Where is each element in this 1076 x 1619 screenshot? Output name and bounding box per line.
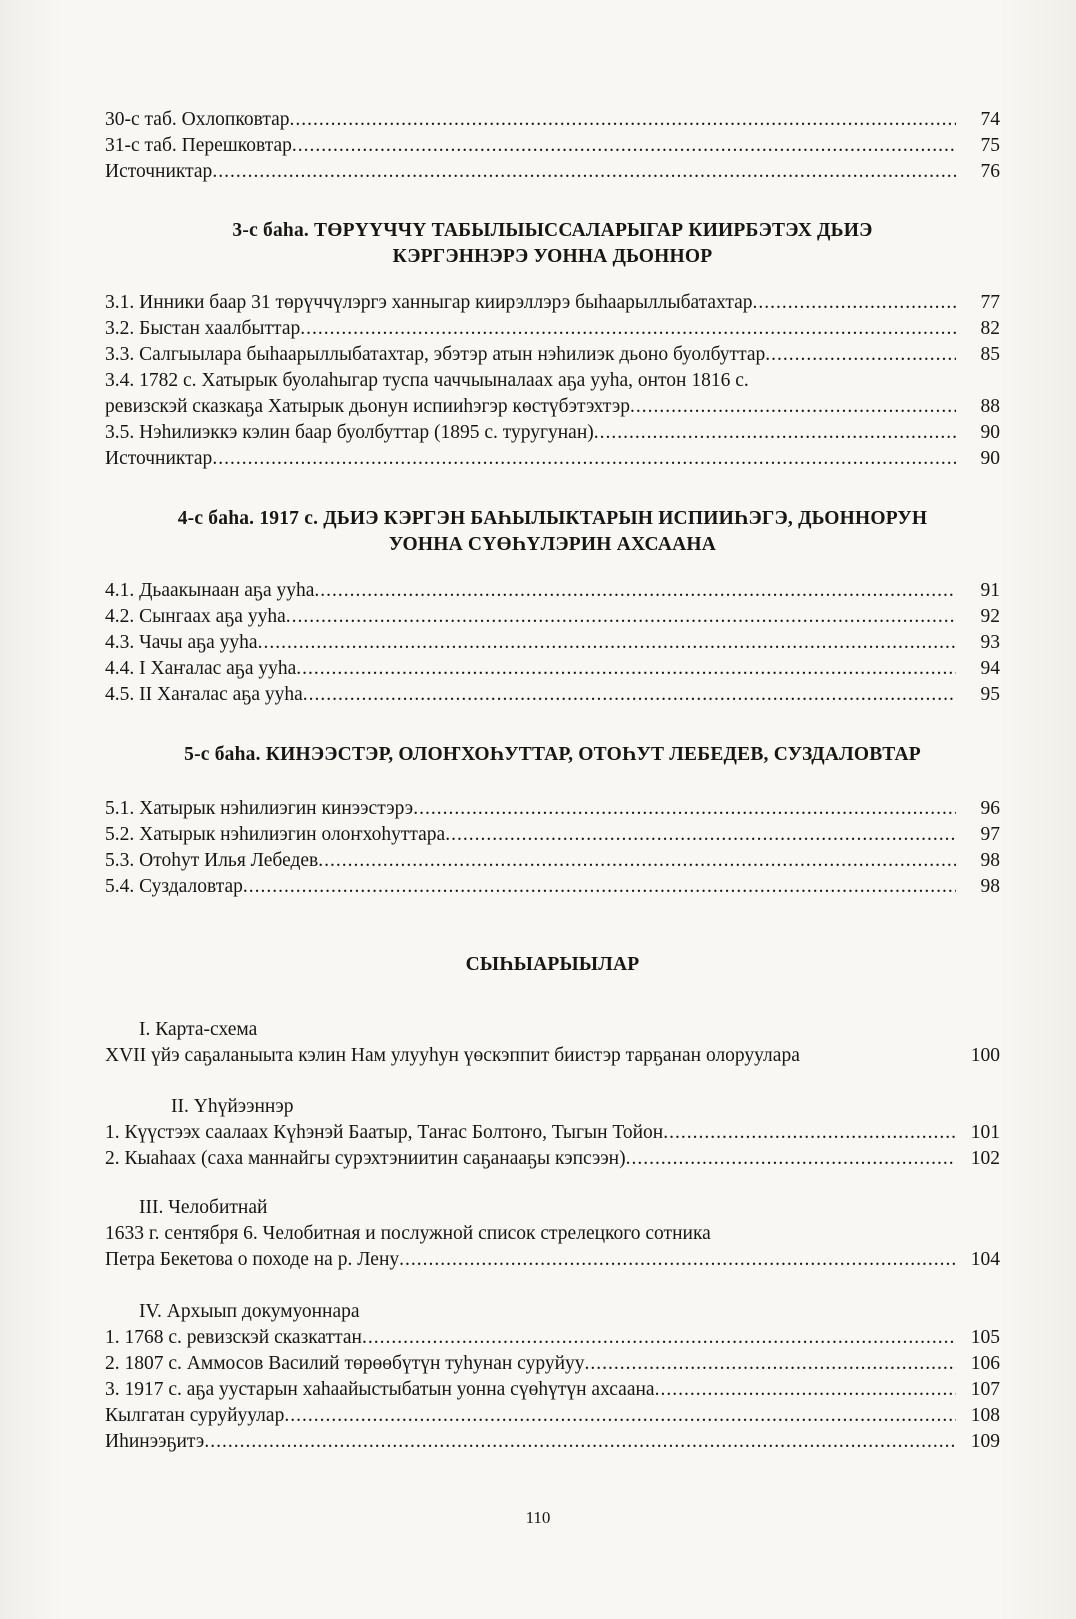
toc-entry-page: 98	[980, 850, 1000, 871]
toc-entry-page: 105	[970, 1327, 1000, 1348]
toc-entry-title: 3.1. Инники баар 31 төрүччүлэргэ ханныгар киирэллэрэ быһаарыллыбатахтар	[105, 292, 753, 313]
appendix-part-title: III. Челобитнай	[139, 1197, 268, 1218]
toc-entry-title: Иһинээҕитэ	[105, 1431, 205, 1452]
dot-leader	[314, 578, 956, 604]
section-heading: 4-с баhа. 1917 с. ДЬИЭ КЭРГЭН БАҺЫЛЫКТАРЫН ИСПИИҺЭГЭ, ДЬОННОРУН	[177, 508, 928, 529]
toc-entry	[105, 630, 1000, 656]
toc-entry	[105, 682, 1000, 708]
section-heading: УОННА СҮӨҺҮЛЭРИН АХСААНА	[388, 534, 717, 555]
dot-leader	[362, 1325, 956, 1351]
toc-entry-title: 2. 1807 с. Аммосов Василий төрөөбүтүн туһунан суруйуу	[105, 1353, 585, 1374]
toc-entry-page: 101	[970, 1122, 1000, 1143]
toc-entry	[105, 578, 1000, 604]
page-number: 110	[525, 1508, 551, 1527]
toc-entry-page: 76	[980, 161, 1000, 182]
toc-entry-title: 5.3. Отоһут Илья Лебедев	[105, 850, 319, 871]
toc-entry	[105, 656, 1000, 682]
toc-entry-page: 97	[980, 824, 1000, 845]
toc-entry	[105, 874, 1000, 900]
appendix-part-title: I. Карта-схема	[139, 1019, 258, 1040]
toc-entry-title: 5.2. Хатырык нэһилиэгин олоҥхоһуттара	[105, 824, 446, 845]
toc-entry-page: 93	[980, 632, 1000, 653]
toc-entry-page: 98	[980, 876, 1000, 897]
toc-entry-title: 4.3. Чачы аҕа ууһа	[105, 632, 258, 653]
toc-entry	[105, 604, 1000, 630]
toc-entry	[105, 1351, 1000, 1377]
toc-entry-title: 1. 1768 с. ревизскэй сказкаттан	[105, 1327, 362, 1348]
toc-entry-page: 107	[970, 1379, 1000, 1400]
dot-leader	[296, 656, 956, 682]
toc-entry-title: Источниктар	[105, 161, 213, 182]
dot-leader	[292, 133, 956, 159]
dot-leader	[318, 848, 956, 874]
toc-entry	[105, 133, 1000, 159]
toc-entry	[105, 1120, 1000, 1146]
toc-entry-title: Источниктар	[105, 448, 213, 469]
toc-entry	[105, 290, 1000, 316]
toc-entry-page: 90	[980, 422, 1000, 443]
toc-entry-title: 4.2. Сынгаах аҕа ууһа	[105, 606, 286, 627]
toc-entry-title: 3.2. Быстан хаалбыттар	[105, 318, 301, 339]
dot-leader	[663, 1120, 956, 1146]
toc-entry-title: Кылгатан суруйуулар	[105, 1405, 285, 1426]
toc-entry	[105, 420, 1000, 446]
toc-entry-title: 2. Кыаһаах (саха маннайгы сурэхтэниитин саҕанааҕы кэпсээн)	[105, 1148, 626, 1169]
toc-entry-page: 106	[970, 1353, 1000, 1374]
toc-entry	[105, 159, 1000, 185]
toc-entry-page: 94	[980, 658, 1000, 679]
section-heading: 3-с баhа. ТӨРҮҮЧЧҮ ТАБЫЛЫЫССАЛАРЫГАР КИИРБЭТЭХ ДЬИЭ	[232, 220, 873, 241]
toc-entry-title: 31-с таб. Перешковтар	[105, 135, 292, 156]
toc-entry-page: 104	[970, 1249, 1000, 1270]
dot-leader	[585, 1351, 956, 1377]
toc-entry-title: 3. 1917 с. аҕа уустарын хаһаайыстыбатын уонна сүөһүтүн ахсаана	[105, 1379, 655, 1400]
toc-entry	[105, 1377, 1000, 1403]
toc-entry-title: ревизскэй сказкаҕа Хатырык дьонун испииһэгэр көстүбэтэхтэр	[105, 396, 630, 417]
toc-entry-title: XVII үйэ саҕаланыыта кэлин Нам улууһун үөскэппит биистэр тарҕанан олоруулара	[105, 1045, 800, 1066]
toc-entry	[105, 1403, 1000, 1429]
toc-entry-title: 3.5. Нэһилиэккэ кэлин баар буолбуттар (1895 с. туругунан)	[105, 422, 594, 443]
appendix-part-title: II. Үһүйээннэр	[171, 1096, 294, 1117]
toc-entry	[105, 394, 1000, 420]
toc-entry	[105, 796, 1000, 822]
dot-leader	[289, 107, 956, 133]
toc-entry-page: 95	[980, 684, 1000, 705]
toc-entry-page: 108	[970, 1405, 1000, 1426]
dot-leader	[413, 796, 956, 822]
toc-entry-title: 1. Күүстээх саалаах Күһэнэй Баатыр, Таҥас Болтоҥо, Тыгын Тойон	[105, 1122, 664, 1143]
toc-entry-line: 3.4. 1782 с. Хатырык буолаһыгар туспа чаччыыналаах аҕа ууһа, онтон 1816 с.	[105, 370, 749, 391]
dot-leader	[243, 874, 956, 900]
toc-entry	[105, 1146, 1000, 1172]
dot-leader	[212, 159, 956, 185]
toc-entry-page: 91	[980, 580, 1000, 601]
appendix-part-title: IV. Архыып докумуоннара	[139, 1301, 360, 1322]
dot-leader	[626, 1146, 956, 1172]
dot-leader	[303, 682, 956, 708]
dot-leader	[212, 446, 956, 472]
toc-entry-page: 74	[980, 109, 1000, 130]
toc-entry-line: 1633 г. сентября 6. Челобитная и послужной список стрелецкого сотника	[105, 1223, 711, 1244]
toc-entry-page: 96	[980, 798, 1000, 819]
toc-entry-title: Петра Бекетова о походе на р. Лену	[105, 1249, 400, 1270]
dot-leader	[399, 1247, 956, 1273]
section-heading: КЭРГЭННЭРЭ УОННА ДЬОННОР	[392, 246, 713, 267]
toc-entry	[105, 848, 1000, 874]
toc-entry-page: 109	[970, 1431, 1000, 1452]
dot-leader	[300, 316, 956, 342]
toc-entry-title: 30-с таб. Охлопковтар	[105, 109, 290, 130]
dot-leader	[630, 394, 956, 420]
toc-entry	[105, 1247, 1000, 1273]
dot-leader	[445, 822, 956, 848]
dot-leader	[752, 290, 956, 316]
dot-leader	[594, 420, 956, 446]
toc-entry	[105, 1043, 1000, 1069]
toc-entry-page: 100	[970, 1045, 1000, 1066]
dot-leader	[284, 1403, 956, 1429]
toc-entry	[105, 1325, 1000, 1351]
dot-leader	[258, 630, 956, 656]
toc-entry-title: 4.1. Дьаакынаан аҕа ууһа	[105, 580, 315, 601]
toc-entry-title: 5.1. Хатырык нэһилиэгин кинээстэрэ	[105, 798, 414, 819]
section-heading: 5-с баhа. КИНЭЭСТЭР, ОЛОҤХОҺУТТАР, ОТОҺУТ ЛЕБЕДЕВ, СУЗДАЛОВТАР	[184, 744, 921, 765]
toc-entry	[105, 107, 1000, 133]
toc-entry-page: 75	[980, 135, 1000, 156]
toc-entry	[105, 342, 1000, 368]
toc-entry-page: 102	[970, 1148, 1000, 1169]
toc-entry-page: 82	[980, 318, 1000, 339]
toc-entry-page: 77	[980, 292, 1000, 313]
toc-entry-page: 88	[980, 396, 1000, 417]
dot-leader	[765, 342, 956, 368]
toc-entry-title: 5.4. Суздаловтар	[105, 876, 243, 897]
toc-entry-page: 90	[980, 448, 1000, 469]
toc-entry-page: 92	[980, 606, 1000, 627]
dot-leader	[286, 604, 956, 630]
dot-leader	[204, 1429, 956, 1455]
appendix-heading: СЫҺЫАРЫЫЛАР	[465, 954, 640, 975]
toc-entry-title: 4.4. I Хаҥалас аҕа ууһа	[105, 658, 297, 679]
toc-entry-title: 3.3. Салгыылара быһаарыллыбатахтар, эбэтэр атын нэһилиэк дьоно буолбуттар	[105, 344, 766, 365]
dot-leader	[655, 1377, 956, 1403]
toc-entry	[105, 446, 1000, 472]
toc-entry	[105, 316, 1000, 342]
toc-entry	[105, 822, 1000, 848]
toc-entry-title: 4.5. II Хаҥалас аҕа ууһа	[105, 684, 303, 705]
toc-entry-page: 85	[980, 344, 1000, 365]
toc-entry	[105, 1429, 1000, 1455]
